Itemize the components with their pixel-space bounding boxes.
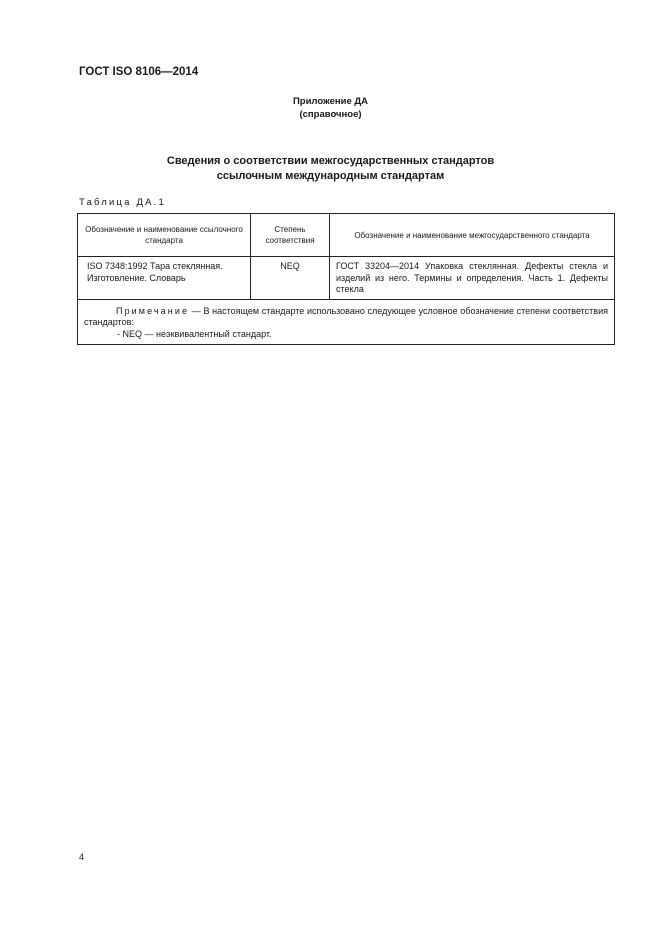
- cell-degree: NEQ: [251, 257, 330, 300]
- correspondence-table: [77, 213, 615, 345]
- annex-title: Приложение ДА: [292, 96, 369, 107]
- table-caption: Таблица ДА.1: [79, 197, 166, 208]
- annex-subtitle: (справочное): [299, 109, 362, 120]
- table-header-row: [78, 214, 615, 257]
- page-number: 4: [79, 852, 85, 862]
- column-header-degree: Степень соответствия: [251, 214, 330, 257]
- column-header-interstate-standard: Обозначение и наименование межгосударственного стандарта: [330, 214, 615, 257]
- table-note: [78, 299, 615, 345]
- table-note-row: [78, 299, 615, 345]
- column-header-reference-standard: Обозначение и наименование ссылочного стандарта: [78, 214, 251, 257]
- table-row: [78, 257, 615, 300]
- section-title-line2: ссылочным международным стандартам: [216, 170, 445, 182]
- note-text: — В настоящем стандарте использовано следующее условное обозначение степени соответствия стандартов:: [84, 305, 608, 327]
- cell-reference-standard: ISO 7348:1992 Тара стеклянная. Изготовление. Словарь: [78, 257, 251, 300]
- note-label: Примечание: [116, 305, 190, 316]
- standard-code: ГОСТ ISO 8106—2014: [79, 66, 199, 78]
- note-item: - NEQ — неэквивалентный стандарт.: [117, 328, 272, 339]
- cell-interstate-standard: ГОСТ 33204—2014 Упаковка стеклянная. Дефекты стекла и изделий из него. Термины и определения. Часть 1. Дефекты стекла: [330, 257, 615, 300]
- section-title-line1: Сведения о соответствии межгосударственных стандартов: [166, 155, 495, 167]
